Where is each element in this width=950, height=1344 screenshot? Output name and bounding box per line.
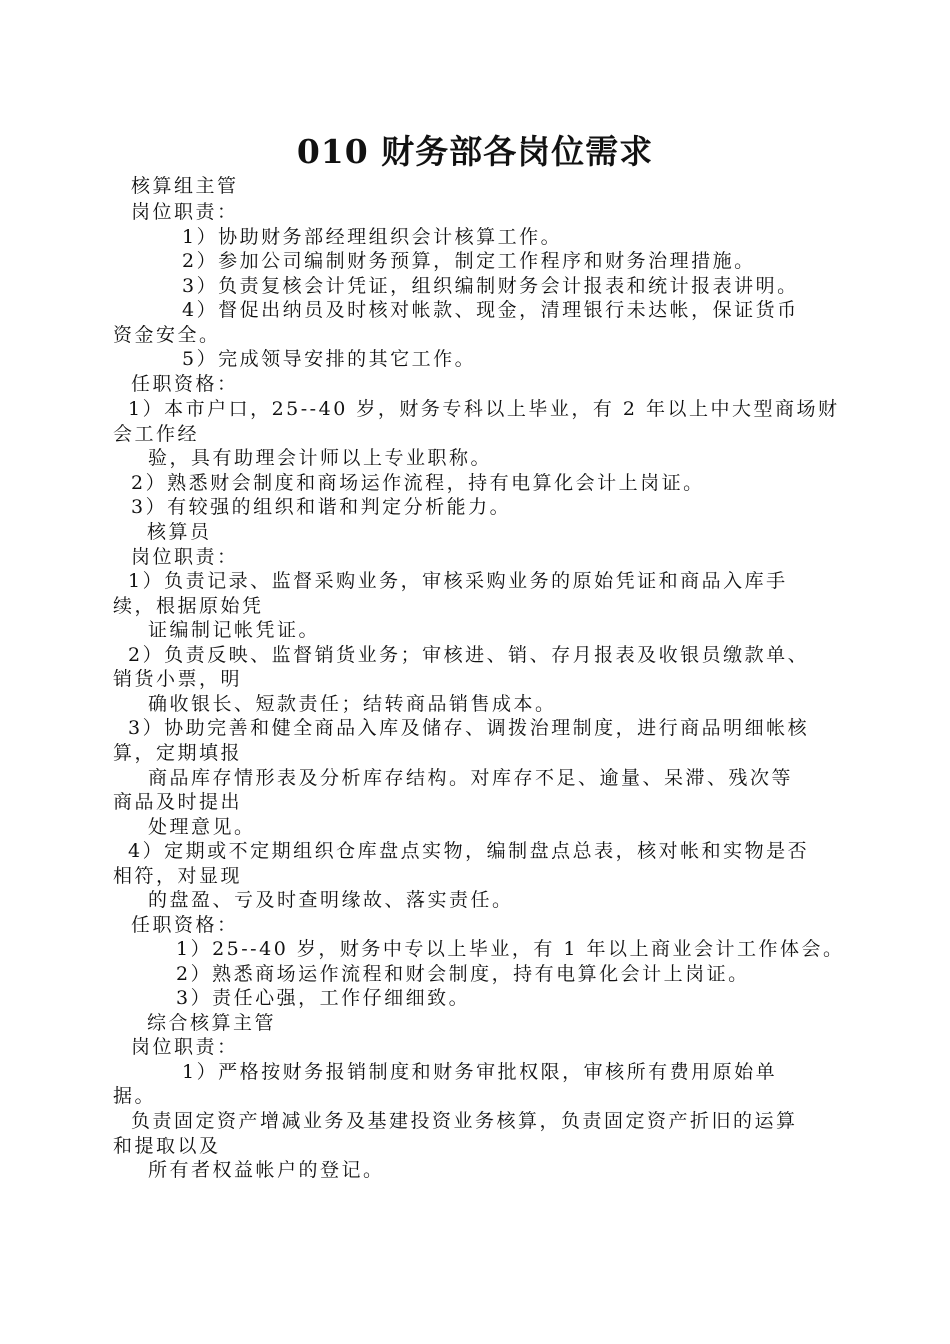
document-line: 4）督促出纳员及时核对帐款、现金，清理银行未达帐，保证货币 xyxy=(182,299,799,321)
document-line: 的盘盈、亏及时查明缘故、落实责任。 xyxy=(148,889,514,911)
document-line: 2）负责反映、监督销货业务；审核进、销、存月报表及收银员缴款单、 xyxy=(128,644,810,666)
document-line: 核算员 xyxy=(147,521,212,543)
document-line: 任职资格： xyxy=(131,373,239,395)
document-line: 岗位职责： xyxy=(131,1036,239,1058)
document-title: 010 财务部各岗位需求 xyxy=(296,132,654,171)
document-line: 负责固定资产增减业务及基建投资业务核算，负责固定资产折旧的运算 xyxy=(131,1110,798,1132)
document-line: 资金安全。 xyxy=(113,324,221,346)
document-line: 所有者权益帐户的登记。 xyxy=(148,1159,385,1181)
document-line: 算，定期填报 xyxy=(113,742,243,764)
document-line: 1）负责记录、监督采购业务，审核采购业务的原始凭证和商品入库手 xyxy=(128,570,788,592)
document-line: 4）定期或不定期组织仓库盘点实物，编制盘点总表，核对帐和实物是否 xyxy=(128,840,810,862)
document-line: 商品库存情形表及分析库存结构。对库存不足、逾量、呆滞、残次等 xyxy=(148,767,794,789)
document-line: 3）协助完善和健全商品入库及储存、调拨治理制度，进行商品明细帐核 xyxy=(128,717,810,739)
document-line: 商品及时提出 xyxy=(113,791,243,813)
document-line: 核算组主管 xyxy=(131,175,239,197)
document-line: 续，根据原始凭 xyxy=(113,595,264,617)
document-line: 任职资格： xyxy=(131,914,239,936)
document-line: 岗位职责： xyxy=(131,546,239,568)
document-line: 3）有较强的组织和谐和判定分析能力。 xyxy=(131,496,512,518)
document-line: 5）完成领导安排的其它工作。 xyxy=(182,348,477,370)
document-line: 1）25--40 岁，财务中专以上毕业，有 1 年以上商业会计工作体会。 xyxy=(176,938,845,960)
document-line: 处理意见。 xyxy=(148,816,256,838)
document-line: 验，具有助理会计师以上专业职称。 xyxy=(148,447,493,469)
document-line: 3）负责复核会计凭证，组织编制财务会计报表和统计报表讲明。 xyxy=(182,275,799,297)
document-line: 确收银长、短款责任；结转商品销售成本。 xyxy=(148,693,557,715)
document-line: 岗位职责： xyxy=(131,201,239,223)
document-line: 2）参加公司编制财务预算，制定工作程序和财务治理措施。 xyxy=(182,250,756,272)
document-line: 相符，对显现 xyxy=(113,865,243,887)
document-line: 1）本市户口，25--40 岁，财务专科以上毕业，有 2 年以上中大型商场财 xyxy=(128,398,840,420)
document-line: 据。 xyxy=(113,1085,157,1107)
document-line: 2）熟悉财会制度和商场运作流程，持有电算化会计上岗证。 xyxy=(131,472,705,494)
document-line: 综合核算主管 xyxy=(147,1012,277,1034)
document-line: 2）熟悉商场运作流程和财会制度，持有电算化会计上岗证。 xyxy=(176,963,750,985)
document-line: 证编制记帐凭证。 xyxy=(148,619,321,641)
document-line: 3）责任心强，工作仔细细致。 xyxy=(176,987,471,1009)
document-line: 1）协助财务部经理组织会计核算工作。 xyxy=(182,226,563,248)
document-line: 1）严格按财务报销制度和财务审批权限，审核所有费用原始单 xyxy=(182,1061,778,1083)
document-line: 销货小票，明 xyxy=(113,668,243,690)
document-line: 和提取以及 xyxy=(113,1135,221,1157)
document-line: 会工作经 xyxy=(113,423,200,445)
